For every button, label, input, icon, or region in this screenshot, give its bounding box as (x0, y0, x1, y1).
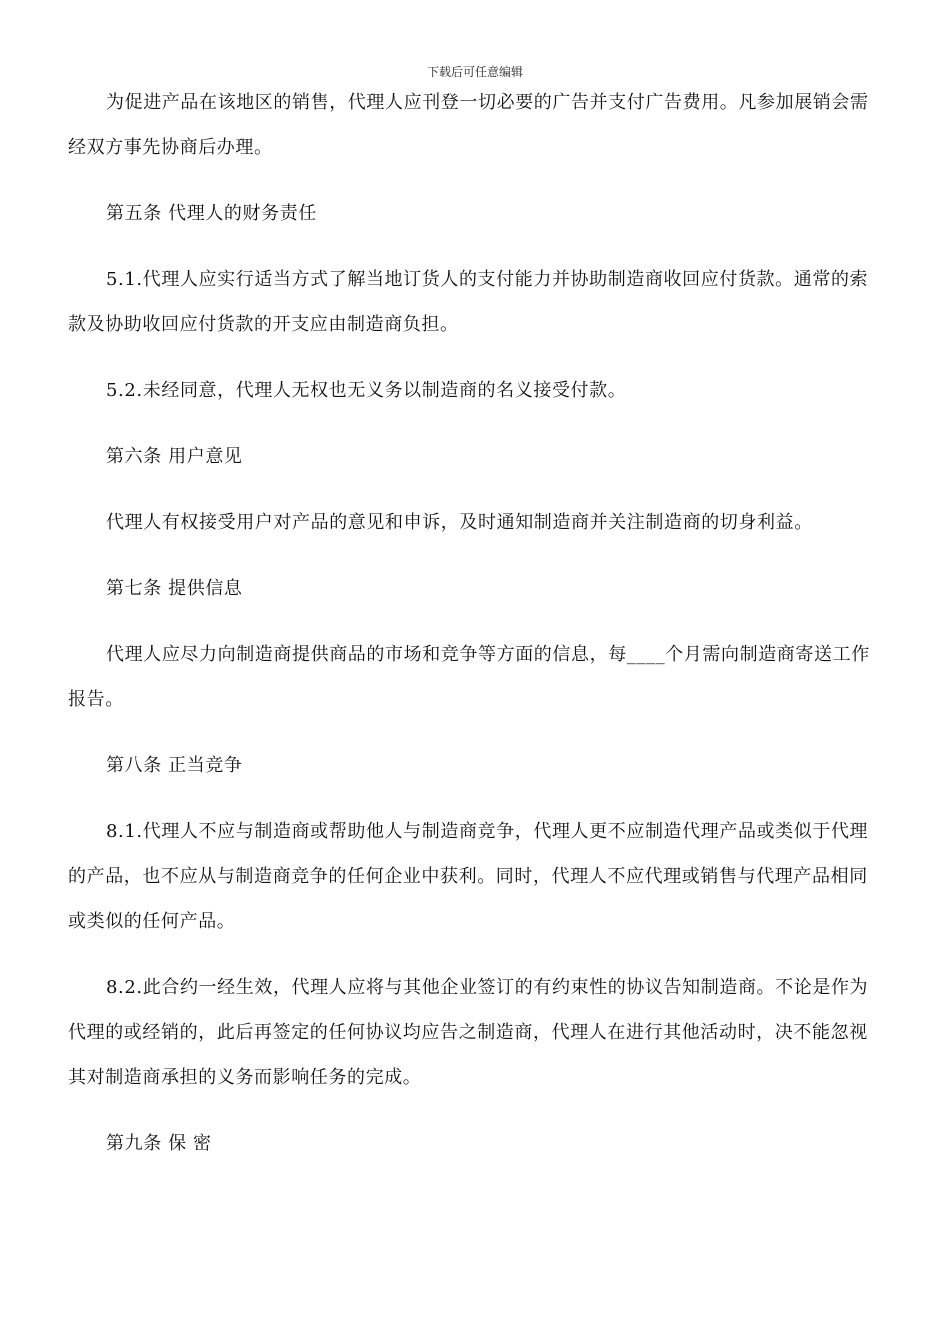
paragraph-information: 代理人应尽力向制造商提供商品的市场和竞争等方面的信息，每____个月需向制造商寄送工作报告。 (68, 644, 870, 710)
heading-article-8: 第八条 正当竞争 (106, 755, 243, 776)
paragraph-5-2: 5.2.未经同意，代理人无权也无义务以制造商的名义接受付款。 (106, 380, 627, 401)
paragraph-8-1: 8.1.代理人不应与制造商或帮助他人与制造商竞争，代理人更不应制造代理产品或类似于代理的产品，也不应从与制造商竞争的任何企业中获利。同时，代理人不应代理或销售与代理产品相同或类似的任何产品。 (68, 821, 869, 932)
page-header-note: 下载后可任意编辑 (426, 65, 523, 79)
paragraph-advertising: 为促进产品在该地区的销售，代理人应刊登一切必要的广告并支付广告费用。凡参加展销会需经双方事先协商后办理。 (68, 92, 869, 158)
paragraph-user-feedback: 代理人有权接受用户对产品的意见和申诉，及时通知制造商并关注制造商的切身利益。 (106, 512, 813, 533)
paragraph-5-1: 5.1.代理人应实行适当方式了解当地订货人的支付能力并协助制造商收回应付货款。通常的索款及协助收回应付货款的开支应由制造商负担。 (68, 269, 869, 335)
heading-article-7: 第七条 提供信息 (106, 578, 243, 599)
paragraph-8-2: 8.2.此合约一经生效，代理人应将与其他企业签订的有约束性的协议告知制造商。不论是作为代理的或经销的，此后再签定的任何协议均应告之制造商，代理人在进行其他活动时，决不能忽视其对制造商承担的义务而影响任务的完成。 (68, 977, 869, 1088)
heading-article-9: 第九条 保 密 (106, 1133, 212, 1154)
heading-article-5: 第五条 代理人的财务责任 (106, 203, 317, 224)
heading-article-6: 第六条 用户意见 (106, 446, 243, 467)
document-body (68, 80, 874, 1187)
